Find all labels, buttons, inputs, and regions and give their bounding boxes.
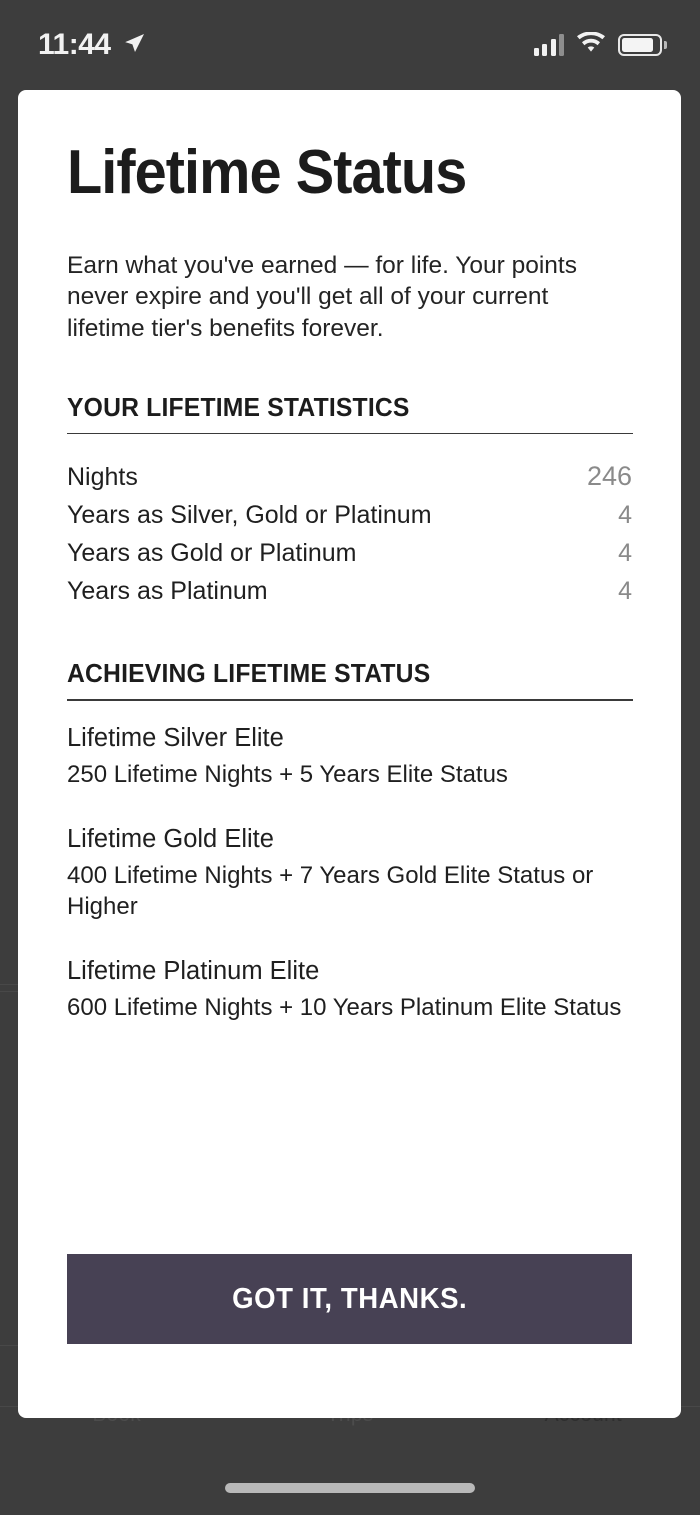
background-divider [0,1345,18,1346]
tier-requirement: 250 Lifetime Nights + 5 Years Elite Status [67,760,508,788]
tier-name: Lifetime Gold Elite [67,824,274,853]
stat-label: Years as Platinum [67,576,268,605]
stat-value: 246 [586,460,632,491]
home-indicator[interactable] [225,1483,475,1493]
tier-name: Lifetime Platinum Elite [67,957,320,986]
location-arrow-icon [122,31,146,60]
achieving-section-divider [67,699,633,700]
stats-section-heading: YOUR LIFETIME STATISTICS [67,392,410,423]
page-title: Lifetime Status [67,138,467,207]
lifetime-status-modal [18,90,681,1418]
tier-item [67,723,632,790]
stats-list [67,456,632,610]
wifi-icon [577,32,605,58]
stats-section-divider [67,433,633,434]
background-divider [0,984,18,985]
stat-label: Nights [67,462,138,491]
stat-value: 4 [618,538,632,567]
stat-row [67,456,632,496]
got-it-thanks-button[interactable] [67,1254,632,1344]
stat-row [67,572,632,610]
content-spacer [67,1023,632,1254]
battery-icon [618,34,662,56]
stat-row [67,496,632,534]
stat-label: Years as Silver, Gold or Platinum [67,500,432,529]
tier-item [67,824,632,922]
tier-name: Lifetime Silver Elite [67,723,284,752]
stat-label: Years as Gold or Platinum [67,538,357,567]
background-divider [0,991,18,992]
stat-row [67,534,632,572]
status-bar-clock: 11:44 [38,28,111,61]
cta-button-label: GOT IT, THANKS. [231,1282,468,1315]
stat-value: 4 [618,500,632,529]
status-bar-left [38,28,146,62]
achieving-section-heading: ACHIEVING LIFETIME STATUS [67,658,431,689]
tier-list [67,723,632,1023]
tier-item [67,956,632,1023]
tier-requirement: 400 Lifetime Nights + 7 Years Gold Elite Status or Higher [67,861,594,920]
intro-paragraph: Earn what you've earned — for life. Your points never expire and you'll get all of your current lifetime tier's benefits forever. [67,252,577,342]
cellular-signal-icon [534,34,565,56]
status-bar-right [534,32,663,58]
stat-value: 4 [618,576,632,605]
tier-requirement: 600 Lifetime Nights + 10 Years Platinum Elite Status [67,994,622,1022]
status-bar [0,0,700,90]
